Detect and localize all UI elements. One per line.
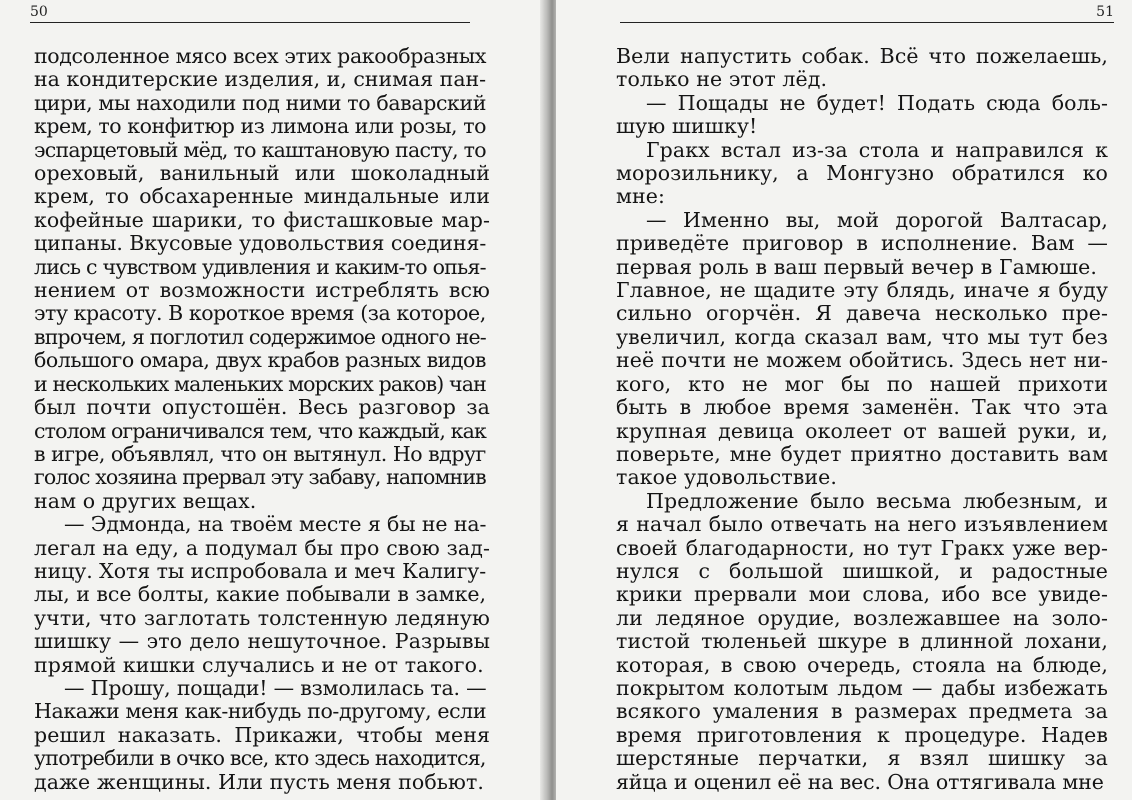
text-line: был почти опустошён. Весь разговор за bbox=[34, 395, 490, 420]
text-line: впрочем, я поглотил содержимое одного не- bbox=[34, 324, 486, 349]
text-line: крупная девица околеет от вашей руки, и, bbox=[616, 418, 1108, 443]
text-line: ли ледяное орудие, возлежавшее на золо- bbox=[616, 605, 1108, 630]
right-page-number: 51 bbox=[1096, 4, 1114, 20]
text-line: яйца и оценил её на вес. Она оттягивала мне bbox=[616, 769, 1104, 794]
text-line: эту красоту. В короткое время (за которое, bbox=[34, 301, 486, 326]
text-line: нам о других вещах. bbox=[34, 488, 257, 513]
text-line: Вели напустить собак. Всё что пожелаешь, bbox=[616, 44, 1108, 68]
text-line: крем, то конфитюр из лимона или розы, то bbox=[34, 114, 486, 139]
text-line: быть в любое время заменён. Так что эта bbox=[616, 395, 1108, 420]
text-line: эспарцетовый мёд, то каштановую пасту, то bbox=[34, 137, 486, 162]
text-line: подсоленное мясо всех этих ракообразных bbox=[34, 44, 487, 68]
text-line: увеличил, когда сказал вам, что мы тут без bbox=[616, 324, 1108, 349]
left-header-rule bbox=[30, 22, 470, 23]
right-page bbox=[556, 0, 1132, 800]
text-line: Гракх встал из-за стола и направился к bbox=[646, 137, 1108, 162]
text-line: я начал было отвечать на него изъявлением bbox=[616, 512, 1108, 537]
text-line: крем, то обсахаренные миндальные или bbox=[34, 184, 490, 209]
text-line: учти, что заглотать толстенную ледяную bbox=[34, 605, 490, 630]
left-page bbox=[0, 0, 548, 800]
text-line: ницу. Хотя ты испробовала и меч Калигу- bbox=[34, 558, 487, 583]
text-line: Предложение было весьма любезным, и bbox=[646, 488, 1108, 513]
text-line: ореховый, ванильный или шоколадный bbox=[34, 161, 490, 186]
text-line: шерстяные перчатки, я взял шишку за bbox=[616, 746, 1108, 771]
text-line: столом ограничивался тем, что каждый, как bbox=[34, 418, 486, 443]
text-line: — Прошу, пощади! — взмолилась та. — bbox=[64, 675, 487, 700]
text-line: покрытом колотым льдом — дабы избежать bbox=[616, 675, 1108, 700]
text-line: кого, кто не мог бы по нашей прихоти bbox=[616, 371, 1108, 396]
text-line: приведёте приговор в исполнение. Вам — bbox=[616, 231, 1108, 256]
text-line: — Пощады не будет! Подать сюда боль- bbox=[646, 90, 1108, 115]
text-line: нулся с большой шишкой, и радостные bbox=[616, 558, 1108, 583]
text-line: Накажи меня как-нибудь по-другому, если bbox=[34, 699, 487, 724]
text-line: своей благодарности, но тут Гракх уже вер- bbox=[616, 535, 1108, 560]
right-page-text bbox=[616, 45, 1108, 794]
text-line: поверьте, мне будет приятно доставить вам bbox=[616, 441, 1108, 466]
text-line: ципаны. Вкусовые удовольствия соединя- bbox=[34, 231, 487, 256]
text-line: лись с чувством удивления и каким-то опья- bbox=[34, 254, 486, 279]
text-line: тистой тюленьей шкуре в длинной лохани, bbox=[616, 629, 1108, 654]
text-line: лы, и все болты, какие побывали в замке, bbox=[34, 582, 486, 607]
text-line: и нескольких маленьких морских раков) чан bbox=[34, 371, 486, 396]
text-line: — Эдмонда, на твоём месте я бы не на- bbox=[64, 512, 487, 537]
text-line: голос хозяина прервал эту забаву, напомнив bbox=[34, 465, 486, 490]
text-line: нением от возможности истреблять всю bbox=[34, 278, 490, 303]
text-line: цири, мы находили под ними то баварский bbox=[34, 90, 487, 115]
text-line: всякого умаления в размерах предмета за bbox=[616, 699, 1108, 724]
text-line: сильно огорчён. Я давеча несколько пре- bbox=[616, 301, 1108, 326]
text-line: шую шишку! bbox=[616, 114, 758, 139]
text-line: которая, в свою очередь, стояла на блюде, bbox=[616, 652, 1108, 677]
text-line: решил наказать. Прикажи, чтобы меня bbox=[34, 722, 490, 747]
text-line: шишку — это дело нешуточное. Разрывы bbox=[34, 629, 490, 654]
text-line: в игре, объявлял, что он вытянул. Но вдруг bbox=[34, 441, 486, 466]
text-line: — Именно вы, мой дорогой Валтасар, bbox=[646, 207, 1108, 232]
text-line: даже женщины. Или пусть меня побьют. bbox=[34, 769, 485, 794]
text-line: крики прервали мои слова, ибо все увиде- bbox=[616, 582, 1108, 607]
text-line: Главное, не щадите эту блядь, иначе я буду bbox=[616, 278, 1108, 303]
text-line: первая роль в ваш первый вечер в Гамюше. bbox=[616, 254, 1097, 279]
left-page-number: 50 bbox=[30, 4, 48, 20]
text-line: легал на еду, а подумал бы про свою зад- bbox=[34, 535, 490, 560]
text-line: такое удовольствие. bbox=[616, 465, 838, 490]
text-line: на кондитерские изделия, и, снимая пан- bbox=[34, 67, 487, 92]
text-line: только не этот лёд. bbox=[616, 67, 828, 92]
text-line: неё почти не можем обойтись. Здесь нет ни- bbox=[616, 348, 1108, 373]
text-line: морозильнику, а Монгузно обратился ко bbox=[616, 161, 1108, 186]
left-page-text bbox=[34, 45, 490, 794]
text-line: время приготовления к процедуре. Надев bbox=[616, 722, 1108, 747]
text-line: большого омара, двух крабов разных видов bbox=[34, 348, 486, 373]
text-line: мне: bbox=[616, 184, 666, 209]
text-line: прямой кишки случались и не от такого. bbox=[34, 652, 484, 677]
right-header-rule bbox=[620, 22, 1114, 23]
text-line: кофейные шарики, то фисташковые мар- bbox=[34, 207, 490, 232]
text-line: употребили в очко все, кто здесь находится, bbox=[34, 746, 486, 771]
